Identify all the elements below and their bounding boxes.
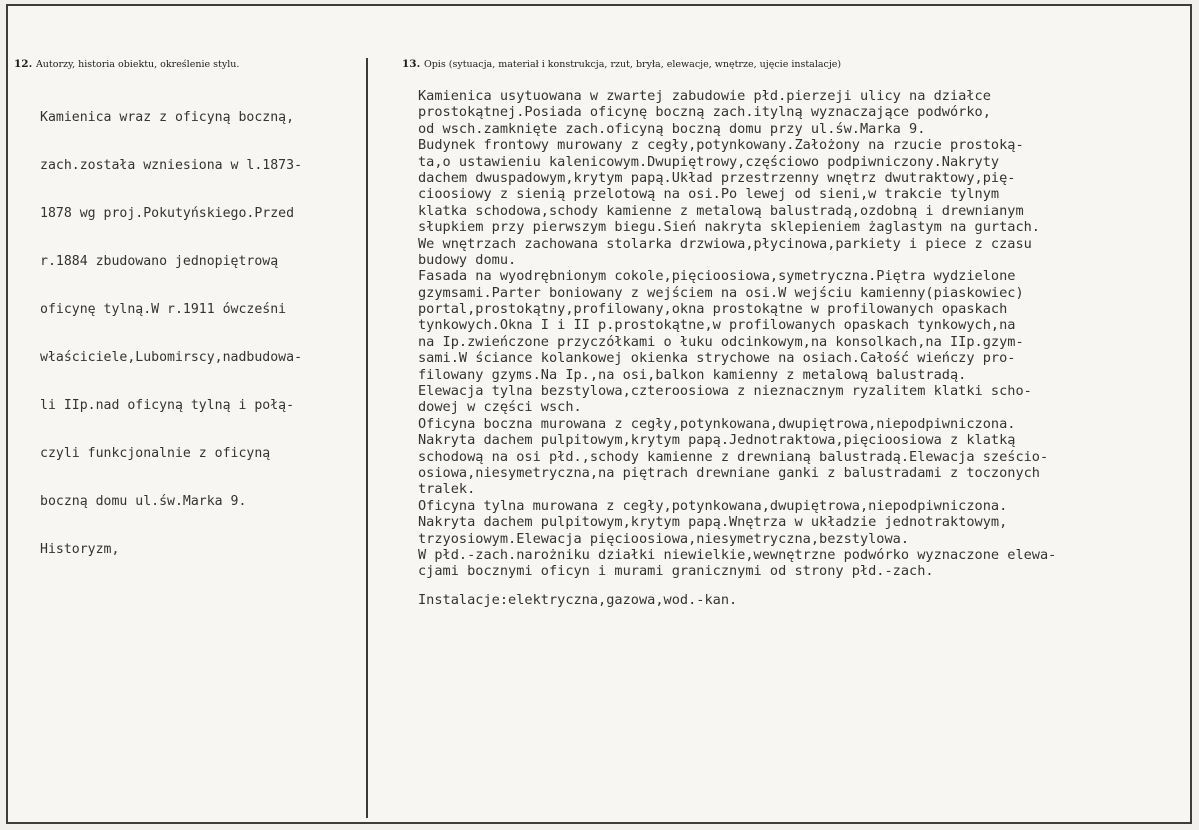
description-line: cioosiowy z sienią przelotową na osi.Po lewej od sieni,w trakcie tylnym (418, 186, 1000, 203)
history-line: boczną domu ul.św.Marka 9. (40, 494, 247, 509)
description-line: tynkowych.Okna I i II p.prostokątne,w profilowanych opaskach tynkowych,na (418, 317, 1016, 334)
description-line: słupkiem przy pierwszym biegu.Sień nakryta sklepieniem żaglastym na gurtach. (418, 219, 1040, 236)
description-line: klatka schodowa,schody kamienne z metalową balustradą,ozdobną i drewnianym (418, 202, 1024, 219)
description-line: dachem dwuspadowym,krytym papą.Układ przestrzenny wnętrz dwutraktowy,pię- (418, 169, 1016, 186)
history-line: r.1884 zbudowano jednopiętrową (40, 254, 279, 269)
section-12-header (14, 58, 239, 70)
description-line: Fasada na wyodrębnionym cokole,pięcioosiowa,symetryczna.Piętra wydzielone (418, 268, 1016, 285)
history-line: li IIp.nad oficyną tylną i połą- (40, 398, 295, 413)
description-line: portal,prostokątny,profilowany,okna prostokątne w profilowanych opaskach (418, 301, 1008, 318)
description-line: trzyosiowym.Elewacja pięcioosiowa,niesymetryczna,bezstylowa. (418, 530, 910, 547)
description-line: dowej w części wsch. (418, 399, 582, 416)
section-13-number: 13. (402, 58, 421, 70)
description-line: osiowa,niesymetryczna,na piętrach drewniane ganki z balustradami z toczonych (418, 464, 1040, 481)
description-line: schodową na osi płd.,schody kamienne z drewnianą balustradą.Elewacja sześcio- (418, 448, 1049, 465)
description-line: Budynek frontowy murowany z cegły,potynkowany.Założony na rzucie prostoką- (418, 137, 1024, 154)
description-line: sami.W ściance kolankowej okienka strychowe na osiach.Całość wieńczy pro- (418, 350, 1016, 367)
section-12-label: Autorzy, historia obiektu, określenie stylu. (35, 59, 240, 70)
description-line: gzymsami.Parter boniowany z wejściem na osi.W wejściu kamienny(piaskowiec) (418, 284, 1024, 301)
blank-line (418, 580, 1190, 592)
description-line: na Ip.zwieńczone przyczółkami o łuku odcinkowym,na konsolkach,na IIp.gzym- (418, 333, 1024, 350)
description-line: budowy domu. (418, 251, 517, 268)
installations-line: Instalacje:elektryczna,gazowa,wod.-kan. (418, 591, 738, 608)
description-line: Elewacja tylna bezstylowa,czteroosiowa z nieznacznym ryzalitem klatki scho- (418, 383, 1032, 400)
description-line: Oficyna tylna murowana z cegły,potynkowana,dwupiętrowa,niepodpiwniczona. (418, 497, 1008, 514)
description-line: prostokątnej.Posiada oficynę boczną zach.itylną wyznaczające podwórko, (418, 104, 991, 121)
history-line: Historyzm, (40, 542, 120, 557)
description-line: tralek. (418, 481, 476, 498)
section-13-header (402, 58, 841, 70)
column-divider (366, 58, 368, 818)
description-line: filowany gzyms.Na Ip.,na osi,balkon kamienny z metalową balustradą. (418, 366, 967, 383)
description-line: ta,o ustawieniu kalenicowym.Dwupiętrowy,częściowo podpiwniczony.Nakryty (418, 153, 1000, 170)
description-line: We wnętrzach zachowana stolarka drzwiowa,płycinowa,parkiety i piece z czasu (418, 235, 1032, 252)
description-line: Nakryta dachem pulpitowym,krytym papą.Wnętrza w układzie jednotraktowym, (418, 514, 1008, 531)
section-12-number: 12. (14, 58, 33, 70)
history-line: czyli funkcjonalnie z oficyną (40, 446, 271, 461)
section-13-label: Opis (sytuacja, materiał i konstrukcja, rzut, bryła, elewacje, wnętrze, ujęcie instalacje) (423, 59, 842, 70)
history-line: oficynę tylną.W r.1911 ówcześni (40, 302, 287, 317)
history-line: 1878 wg proj.Pokutyńskiego.Przed (40, 206, 295, 221)
description-line: od wsch.zamknięte zach.oficyną boczną domu przy ul.św.Marka 9. (418, 120, 926, 137)
description-line: Oficyna boczna murowana z cegły,potynkowana,dwupiętrowa,niepodpiwniczona. (418, 415, 1016, 432)
history-line: Kamienica wraz z oficyną boczną, (40, 110, 295, 125)
history-line: właściciele,Lubomirscy,nadbudowa- (40, 350, 303, 365)
history-text (40, 78, 360, 574)
description-text (418, 88, 1190, 608)
description-line: W płd.-zach.narożniku działki niewielkie,wewnętrzne podwórko wyznaczone elewa- (418, 546, 1057, 563)
description-line: Nakryta dachem pulpitowym,krytym papą.Jednotraktowa,pięcioosiowa z klatką (418, 432, 1016, 449)
description-line: Kamienica usytuowana w zwartej zabudowie płd.pierzeji ulicy na działce (418, 88, 991, 104)
history-line: zach.została wzniesiona w l.1873- (40, 158, 303, 173)
description-line: cjami bocznymi oficyn i murami granicznymi od strony płd.-zach. (418, 563, 934, 580)
